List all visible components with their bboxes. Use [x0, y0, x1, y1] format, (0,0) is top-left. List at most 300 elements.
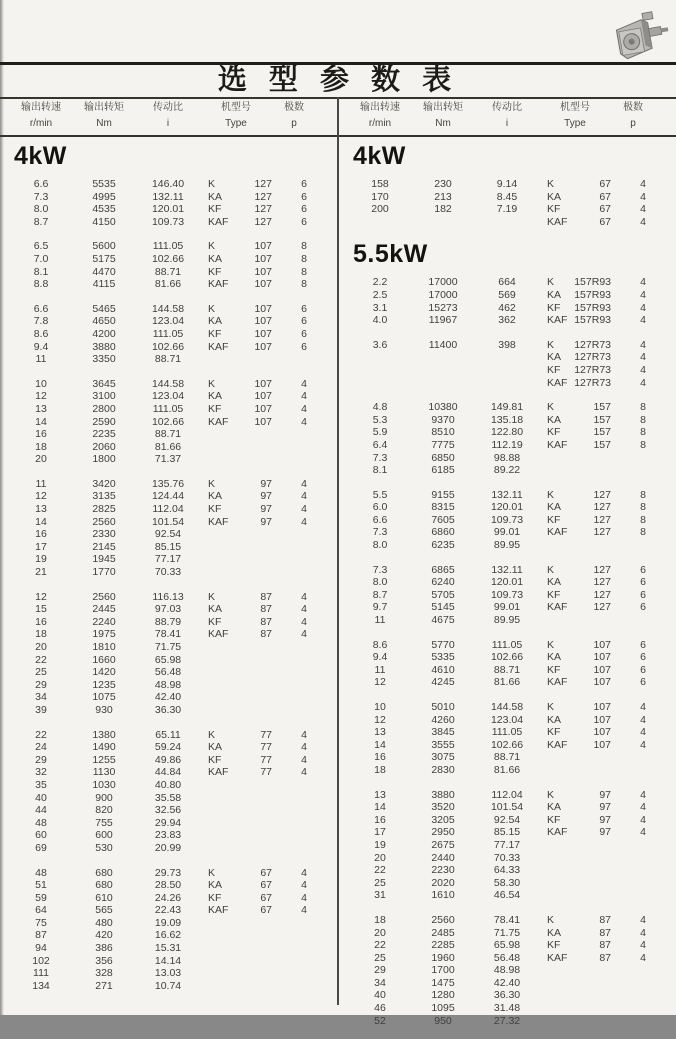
output-speed-value: 7.3 — [33, 190, 49, 203]
header-poles-unit: p — [630, 118, 636, 129]
ratio-value: 120.01 — [490, 576, 524, 589]
table-row — [10, 416, 337, 429]
ratio-value: 135.76 — [151, 477, 185, 490]
poles-value: 4 — [301, 590, 307, 603]
output-torque-value: 9370 — [431, 413, 455, 426]
type-model: 77 — [260, 753, 272, 766]
type-cell — [547, 314, 611, 327]
type-model: 127 — [593, 601, 611, 614]
gearmotor-photo — [610, 12, 672, 62]
ratio-value: 85.15 — [154, 540, 182, 553]
type-cell — [208, 929, 272, 942]
type-prefix: K — [208, 377, 216, 390]
output-torque-value: 2285 — [431, 939, 455, 952]
poles-value — [621, 877, 665, 890]
poles-value — [282, 654, 326, 667]
table-row — [349, 501, 676, 514]
output-torque-value: 1380 — [92, 728, 116, 741]
poles-value — [282, 779, 326, 792]
ratio-group — [2, 867, 337, 993]
output-torque-value: 11400 — [428, 338, 458, 351]
table-row — [349, 701, 676, 714]
ratio-value: 16.62 — [154, 929, 182, 942]
type-model: 67 — [260, 891, 272, 904]
type-cell — [547, 464, 611, 477]
output-speed-value — [349, 377, 411, 390]
type-cell — [547, 751, 611, 764]
ratio-value: 59.24 — [154, 741, 182, 754]
output-speed-value: 7.0 — [33, 252, 49, 265]
poles-value: 4 — [640, 951, 646, 964]
type-model: 107 — [254, 327, 272, 340]
table-row — [10, 503, 337, 516]
type-prefix: KF — [547, 588, 561, 601]
poles-value: 4 — [301, 753, 307, 766]
ratio-value: 112.04 — [152, 503, 184, 516]
output-torque-value: 2330 — [92, 528, 116, 541]
type-cell — [208, 428, 272, 441]
output-speed-value: 51 — [35, 879, 47, 892]
type-prefix: KF — [547, 513, 561, 526]
header-poles-cn: 极数 — [284, 102, 304, 113]
type-cell — [547, 814, 611, 827]
type-prefix: KAF — [208, 415, 229, 428]
output-torque-value: 480 — [95, 916, 113, 929]
table-row — [349, 889, 676, 902]
output-torque-value: 1130 — [92, 766, 116, 779]
poles-value: 8 — [640, 426, 646, 439]
output-speed-value: 32 — [35, 766, 47, 779]
output-speed-value: 16 — [35, 528, 47, 541]
type-model: 107 — [254, 390, 272, 403]
output-torque-value: 1030 — [92, 778, 116, 791]
type-cell — [547, 664, 611, 677]
poles-value: 6 — [301, 315, 307, 328]
poles-value: 4 — [640, 190, 646, 203]
output-speed-value: 111 — [33, 967, 49, 980]
type-prefix: KAF — [547, 826, 568, 839]
table-row — [10, 328, 337, 341]
ratio-value — [475, 216, 539, 229]
output-torque-value: 950 — [434, 1014, 452, 1027]
poles-value — [621, 964, 665, 977]
header-type — [200, 100, 272, 134]
output-speed-value: 34 — [35, 691, 47, 704]
ratio-value: 42.40 — [154, 691, 182, 704]
output-speed-value: 12 — [374, 676, 386, 689]
table-row — [349, 302, 676, 315]
table-row — [349, 364, 676, 377]
type-cell — [208, 980, 272, 993]
output-speed-value: 6.4 — [372, 438, 388, 451]
table-row — [349, 676, 676, 689]
poles-value: 4 — [640, 376, 646, 389]
ratio-value: 144.58 — [151, 302, 185, 315]
output-torque-value: 5145 — [431, 601, 455, 614]
ratio-value: 88.71 — [154, 428, 182, 441]
type-prefix: KF — [547, 939, 561, 952]
ratio-value: 31.48 — [493, 1002, 521, 1015]
type-model: 157 — [593, 413, 611, 426]
ratio-value: 56.48 — [154, 666, 182, 679]
output-speed-value: 8.8 — [33, 278, 49, 291]
table-row — [349, 964, 676, 977]
output-torque-value: 900 — [95, 791, 113, 804]
output-speed-value: 69 — [35, 841, 47, 854]
type-cell — [208, 216, 272, 229]
output-torque-value: 610 — [95, 891, 113, 904]
poles-value — [621, 452, 665, 465]
table-row — [349, 401, 676, 414]
type-cell — [208, 603, 272, 616]
output-torque-value: 6850 — [431, 451, 455, 464]
type-model: 107 — [593, 738, 611, 751]
type-cell — [208, 203, 272, 216]
table-row — [349, 539, 676, 552]
type-prefix: K — [547, 638, 555, 651]
output-speed-value: 60 — [35, 829, 47, 842]
type-model: 87 — [599, 926, 611, 939]
type-prefix: KA — [208, 190, 223, 203]
poles-value — [282, 566, 326, 579]
table-row — [349, 178, 676, 191]
ratio-value: 20.99 — [154, 841, 182, 854]
output-torque-value: 2020 — [431, 876, 455, 889]
output-speed-value: 25 — [374, 951, 386, 964]
type-model: 97 — [260, 503, 272, 516]
type-cell — [547, 276, 611, 289]
table-row — [10, 603, 337, 616]
poles-value: 4 — [640, 338, 646, 351]
type-prefix: K — [208, 302, 216, 315]
output-speed-value: 7.3 — [372, 451, 388, 464]
table-row — [10, 353, 337, 366]
table-row — [349, 914, 676, 927]
poles-value: 8 — [640, 413, 646, 426]
ratio-value: 102.66 — [151, 415, 185, 428]
type-cell — [547, 826, 611, 839]
type-model: 97 — [599, 788, 611, 801]
type-prefix: KF — [208, 402, 222, 415]
type-cell — [547, 789, 611, 802]
type-model: 107 — [254, 340, 272, 353]
ratio-value: 29.73 — [154, 866, 182, 879]
poles-value: 6 — [301, 327, 307, 340]
ratio-value: 81.66 — [493, 763, 521, 776]
type-model: 107 — [254, 402, 272, 415]
ratio-value: 58.30 — [493, 876, 521, 889]
poles-value: 4 — [301, 603, 307, 616]
type-prefix: KAF — [547, 601, 568, 614]
power-section-heading: 4kW — [14, 142, 67, 170]
output-speed-value: 39 — [35, 703, 47, 716]
ratio-value: 9.14 — [496, 178, 518, 190]
output-speed-value: 12 — [35, 590, 47, 603]
table-row — [10, 766, 337, 779]
ratio-value: 22.43 — [154, 904, 182, 917]
output-speed-value: 87 — [35, 929, 47, 942]
type-prefix: KA — [547, 926, 562, 939]
output-torque-value: 820 — [95, 804, 113, 817]
output-speed-value: 25 — [35, 666, 47, 679]
ratio-value: 109.73 — [490, 513, 524, 526]
header-type-cn: 机型号 — [560, 102, 590, 113]
output-torque-value: 1810 — [92, 641, 116, 653]
poles-value: 4 — [301, 503, 307, 516]
ratio-value: 7.19 — [496, 203, 518, 216]
output-speed-value: 59 — [35, 891, 47, 904]
type-cell — [208, 641, 272, 654]
type-cell — [547, 889, 611, 902]
type-cell — [547, 302, 611, 315]
type-prefix: KF — [547, 426, 561, 439]
header-torque-unit: Nm — [435, 118, 451, 129]
table-row — [349, 751, 676, 764]
output-torque-value: 7605 — [431, 513, 455, 526]
output-torque-value: 8510 — [431, 426, 455, 439]
table-row — [349, 576, 676, 589]
type-prefix: KAF — [547, 738, 568, 751]
table-row — [10, 704, 337, 717]
output-speed-value: 19 — [35, 553, 47, 566]
ratio-value: 99.01 — [493, 526, 521, 539]
ratio-value: 65.11 — [155, 728, 181, 741]
table-row — [10, 403, 337, 416]
power-section-heading: 4kW — [353, 142, 406, 170]
ratio-value: 77.17 — [493, 838, 521, 851]
output-speed-value — [349, 216, 411, 229]
poles-value — [282, 929, 326, 942]
type-model: 157 — [593, 401, 611, 414]
type-model: 97 — [260, 477, 272, 490]
output-torque-value: 2825 — [92, 503, 116, 516]
type-model: 107 — [254, 265, 272, 278]
table-row — [10, 490, 337, 503]
output-torque-value: 15273 — [428, 301, 458, 314]
poles-value: 6 — [301, 203, 307, 216]
type-cell — [547, 939, 611, 952]
table-row — [349, 1015, 676, 1028]
ratio-value — [475, 364, 539, 377]
type-prefix: K — [547, 178, 555, 190]
ratio-value: 88.71 — [493, 663, 521, 676]
table-row — [10, 266, 337, 279]
type-cell — [547, 576, 611, 589]
output-torque-value: 2675 — [431, 838, 455, 851]
type-cell — [547, 439, 611, 452]
poles-value — [282, 641, 326, 654]
poles-value — [282, 792, 326, 805]
output-torque-value: 5705 — [431, 588, 455, 601]
type-model: 157R93 — [574, 301, 611, 314]
header-poles-cn: 极数 — [623, 102, 643, 113]
header-poles-unit: p — [291, 118, 297, 129]
table-row — [10, 904, 337, 917]
output-speed-value: 4.8 — [372, 401, 388, 414]
table-row — [349, 514, 676, 527]
table-row — [349, 826, 676, 839]
type-model: 127R73 — [574, 351, 611, 364]
type-prefix: KF — [208, 327, 222, 340]
output-speed-value — [349, 351, 411, 364]
type-model: 127 — [254, 190, 272, 203]
table-row — [349, 564, 676, 577]
poles-value: 8 — [640, 488, 646, 501]
ratio-group — [341, 639, 676, 689]
type-cell — [208, 390, 272, 403]
type-cell — [208, 804, 272, 817]
header-poles — [611, 100, 655, 134]
type-model: 127 — [593, 588, 611, 601]
type-model: 87 — [599, 913, 611, 926]
table-row — [349, 927, 676, 940]
type-model: 97 — [599, 813, 611, 826]
type-cell — [547, 216, 611, 229]
type-cell — [208, 403, 272, 416]
type-cell — [208, 240, 272, 253]
poles-value — [621, 1002, 665, 1015]
type-prefix: KA — [547, 801, 562, 814]
type-cell — [547, 414, 611, 427]
type-prefix: KA — [208, 741, 223, 754]
output-speed-value: 35 — [35, 778, 47, 791]
header-type-cn: 机型号 — [221, 102, 251, 113]
type-model: 127 — [593, 488, 611, 501]
ratio-value: 85.15 — [493, 826, 521, 839]
type-model: 157R93 — [574, 288, 611, 301]
output-speed-value: 9.4 — [372, 651, 388, 664]
output-torque-value: 6235 — [431, 539, 455, 552]
output-torque-value: 4650 — [92, 315, 116, 328]
poles-value — [621, 889, 665, 902]
header-speed-cn: 输出转速 — [360, 102, 400, 113]
type-model: 77 — [260, 728, 272, 741]
type-model: 127 — [593, 526, 611, 539]
type-cell — [208, 892, 272, 905]
type-cell — [547, 651, 611, 664]
output-torque-value: 2560 — [92, 515, 116, 528]
output-speed-value: 17 — [35, 540, 47, 553]
type-model: 107 — [593, 713, 611, 726]
type-cell — [208, 591, 272, 604]
table-row — [349, 426, 676, 439]
output-torque-value: 2445 — [92, 603, 116, 616]
poles-value: 6 — [301, 190, 307, 203]
poles-value: 8 — [640, 526, 646, 539]
header-speed-unit: r/min — [368, 118, 392, 129]
table-row — [10, 654, 337, 667]
output-torque-value: 4260 — [431, 713, 455, 726]
poles-value: 4 — [640, 926, 646, 939]
table-row — [349, 339, 676, 352]
output-torque-value: 1800 — [92, 453, 116, 466]
ratio-value: 98.88 — [493, 451, 521, 464]
type-prefix: KF — [547, 363, 561, 376]
output-speed-value: 9.7 — [372, 601, 388, 614]
ratio-value: 102.66 — [490, 651, 524, 664]
output-torque-value: 1700 — [431, 964, 455, 977]
ratio-value: 362 — [498, 314, 516, 327]
output-torque-value: 213 — [434, 190, 452, 203]
ratio-value: 8.45 — [496, 190, 518, 203]
ratio-value: 92.54 — [154, 528, 182, 541]
output-speed-value: 6.5 — [33, 240, 49, 253]
output-torque-value: 2830 — [431, 763, 455, 776]
ratio-value: 144.58 — [490, 701, 524, 713]
type-model: 97 — [260, 515, 272, 528]
table-row — [10, 892, 337, 905]
ratio-value: 88.71 — [154, 353, 182, 366]
type-prefix: KAF — [208, 904, 229, 917]
poles-value — [621, 751, 665, 764]
type-cell — [208, 666, 272, 679]
type-cell — [208, 741, 272, 754]
type-cell — [208, 341, 272, 354]
output-torque-value: 1660 — [92, 653, 116, 666]
table-row — [349, 314, 676, 327]
type-model: 67 — [260, 866, 272, 879]
type-prefix: K — [547, 701, 555, 713]
type-prefix: K — [547, 913, 555, 926]
poles-value — [282, 917, 326, 930]
type-prefix: K — [547, 401, 555, 414]
table-row — [349, 839, 676, 852]
ratio-value: 124.44 — [151, 490, 185, 503]
ratio-group — [341, 701, 676, 777]
header-speed — [10, 100, 72, 134]
table-row — [349, 203, 676, 216]
output-torque-value: 3645 — [92, 377, 116, 390]
output-torque-value: 530 — [95, 841, 113, 854]
output-speed-value: 200 — [371, 203, 389, 216]
output-speed-value: 13 — [374, 726, 386, 739]
poles-value: 8 — [301, 240, 307, 253]
type-cell — [547, 614, 611, 627]
ratio-group — [2, 729, 337, 855]
ratio-group — [2, 591, 337, 717]
poles-value: 6 — [301, 340, 307, 353]
table-row — [10, 553, 337, 566]
type-model: 107 — [254, 315, 272, 328]
type-prefix: KF — [208, 615, 222, 628]
header-speed — [349, 100, 411, 134]
type-cell — [547, 676, 611, 689]
type-cell — [547, 726, 611, 739]
table-row — [10, 178, 337, 191]
table-row — [10, 867, 337, 880]
output-torque-value: 386 — [95, 942, 113, 955]
type-model: 107 — [254, 302, 272, 315]
poles-value: 4 — [301, 891, 307, 904]
output-torque-value: 2145 — [92, 540, 116, 553]
table-body-left — [2, 140, 337, 1004]
type-model: 107 — [254, 252, 272, 265]
ratio-value: 56.48 — [493, 951, 521, 964]
type-model: 107 — [254, 415, 272, 428]
ratio-group — [2, 303, 337, 366]
output-speed-value: 18 — [35, 628, 47, 641]
output-torque-value: 5335 — [431, 651, 455, 664]
type-cell — [208, 967, 272, 980]
ratio-value: 144.58 — [151, 377, 185, 390]
table-row — [10, 453, 337, 466]
table-row — [349, 764, 676, 777]
header-torque-unit: Nm — [96, 118, 112, 129]
output-torque-value: 5535 — [92, 178, 116, 190]
type-model: 87 — [260, 615, 272, 628]
table-row — [10, 729, 337, 742]
ratio-value: 15.31 — [154, 942, 182, 955]
